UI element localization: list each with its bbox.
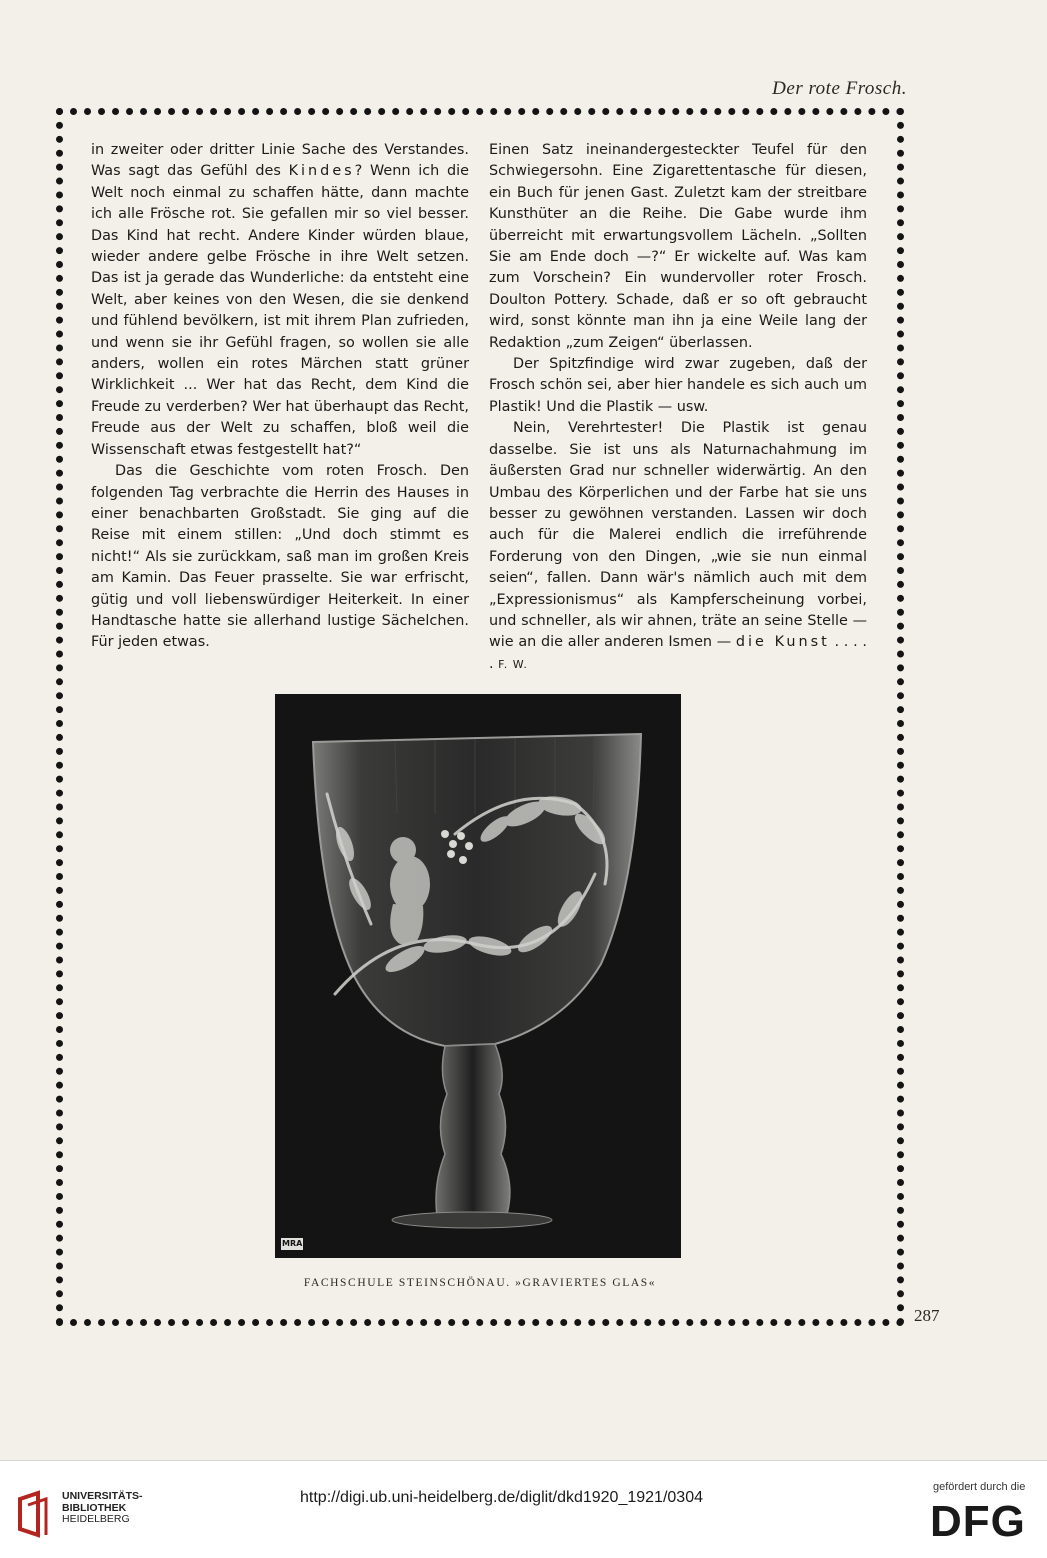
funded-by-label: gefördert durch die [933, 1481, 1026, 1493]
engraved-glass-photo [275, 694, 681, 1258]
right-column [489, 140, 867, 675]
library-logo-icon [16, 1489, 60, 1539]
emphasis-kindes: Kindes [288, 163, 355, 180]
photo-monogram: MRA [282, 1239, 303, 1248]
right-paragraph-2: Der Spitzfindige wird zwar zugeben, daß der Frosch schön sei, aber hier handele es sich auch um Plastik! Und die Plastik — usw. [489, 356, 867, 415]
figure-caption: FACHSCHULE STEINSCHÖNAU. »GRAVIERTES GLAS« [303, 1277, 657, 1289]
right-paragraph-3: Nein, Verehrtester! Die Plastik ist genau dasselbe. Sie ist uns als Naturnachahmung im äußersten Grad nur schneller widerwärtig. An den Umbau des Körperlichen und der Farbe hat sie uns besser zu gewöhnen verstanden. Lassen wir doch auch für die Malerei endlich die irreführende Forderung von den Dingen, „wie sie nun einmal seien“, fallen. Dann wär's nämlich auch mit dem „Expressionismus“ als Kampferscheinung vorbei, und schneller, als wir ahnen, träte an seine Stelle — wie an die aller anderen Ismen — die Kunst . . . . . F. W. [489, 420, 868, 672]
left-column [91, 140, 469, 675]
page-number: 287 [914, 1306, 940, 1325]
text-columns [91, 140, 867, 675]
running-title: Der rote Frosch. [772, 78, 907, 99]
right-paragraph-1: Einen Satz ineinandergesteckter Teufel für den Schwiegersohn. Eine Zigarettentasche für diesen, ein Buch für jenen Gast. Zuletzt kam der streitbare Kunsthüter an die Reihe. Die Gabe wurde ihm überreicht mit erwartungsvollem Lächeln. „Sollten Sie am Ende doch —?“ Er wickelte auf. Was kam zum Vorschein? Ein wundervoller roter Frosch. Doulton Pottery. Schade, daß er so oft gebraucht wird, sonst könnte man ihn ja eine Weile lang der Redaktion „zum Zeigen“ überlassen. [489, 142, 867, 351]
emphasis-die-kunst: die Kunst [735, 634, 830, 651]
goblet-illustration [275, 694, 681, 1258]
left-paragraph-2: Das die Geschichte vom roten Frosch. Den folgenden Tag verbrachte die Herrin des Hauses in einer benachbarten Großstadt. Sie ging auf die Reise mit einem stillen: „Und doch stimmt es nicht!“ Als sie zurückkam, saß man im großen Kreis am Kamin. Das Feuer prasselte. Sie war erfrischt, gütig und voll liebenswürdiger Heiterkeit. In einer Handtasche hatte sie allerhand lustige Sächelchen. Für jeden etwas. [91, 463, 469, 651]
left-paragraph-1: in zweiter oder dritter Linie Sache des Verstandes. Was sagt das Gefühl des Kindes? Wenn ich die Welt noch einmal zu schaffen hätte, dann machte ich alle Frösche rot. Sie gefallen mir so viel besser. Das Kind hat recht. Andere Kinder würden blaue, wieder andere gelbe Frösche in ihre Welt setzen. Das ist ja gerade das Wunderliche: da entsteht eine Welt, aber keines von den Wesen, die sie denkend und fühlend bevölkern, ist mit ihrem Plan zufrieden, und wenn sie ihr Gefühl fragen, so wollen sie alle anders, wollen ein rotes Märchen statt grüner Wirklichkeit ... Wer hat das Recht, dem Kind die Freude zu verderben? Wer hat überhaupt das Recht, Freude aus der Welt zu schaffen, bloß weil die Wissenschaft etwas festgestellt hat?“ [91, 142, 469, 458]
permalink-url[interactable]: http://digi.ub.uni-heidelberg.de/diglit/dkd1920_1921/0304 [300, 1489, 703, 1506]
author-signature: F. W. [498, 657, 528, 671]
dfg-logo: DFG [930, 1497, 1026, 1546]
library-name: UNIVERSITÄTS- BIBLIOTHEK HEIDELBERG [62, 1490, 143, 1525]
digitization-footer [0, 1460, 1047, 1558]
